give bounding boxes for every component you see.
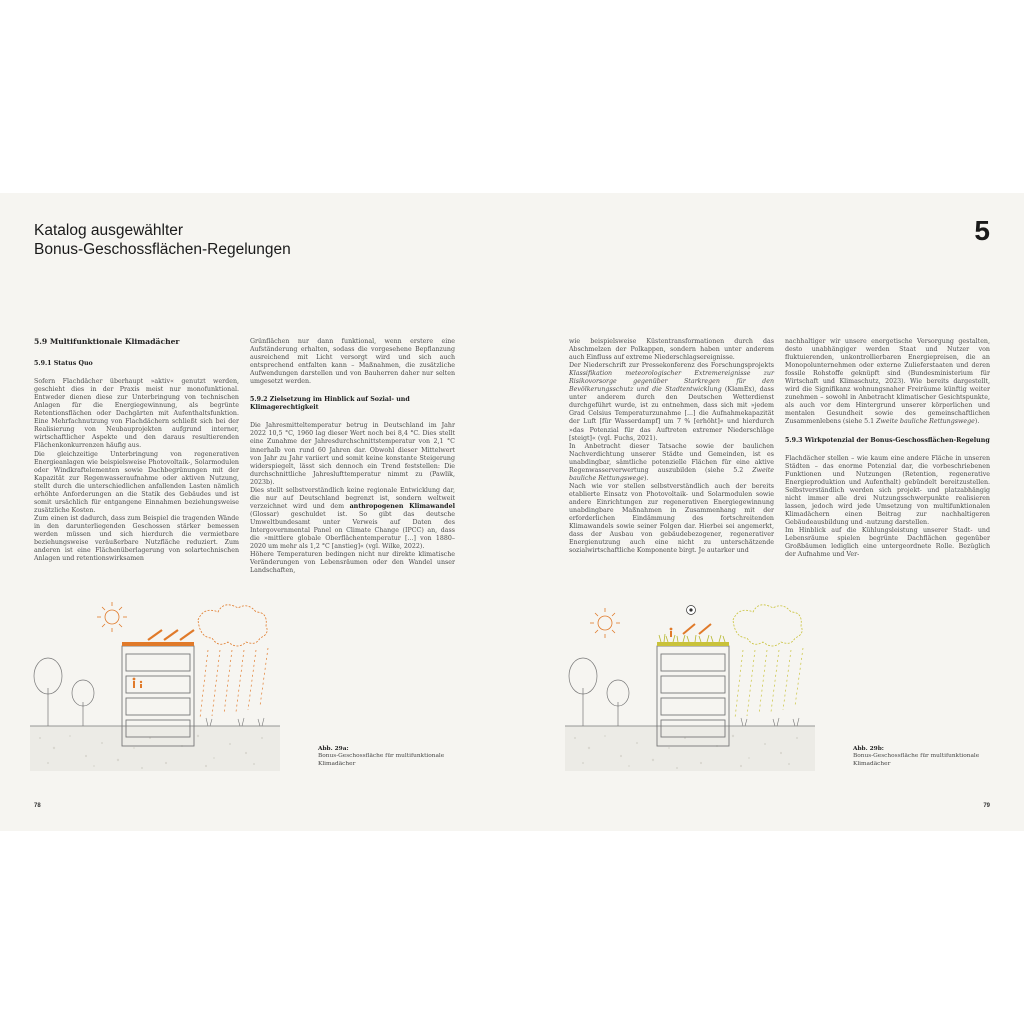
text-column-3 xyxy=(569,338,774,555)
paragraph: Grünflächen nur dann funktional, wenn erstere eine Aufständerung erhalten, sodass die vorgesehene Bepflanzung ausreichend mit Licht versorgt wird und sich auch entsprechend entfalten kann – Maßnahmen, die zusätzliche Aufwendungen darstellen und von Bauherren daher nur selten umgesetzt werden. xyxy=(250,338,455,386)
grass-icon xyxy=(741,718,799,726)
paragraph: Zum einen ist dadurch, dass zum Beispiel die tragenden Wände in den darunterliegenden Geschossen stärker bemessen werden müssen und sich hierdurch die vermietbare beziehungsweise veräußerbare Nutzfläche reduziert. Zum anderen ist eine Flächenüberlagerung von solartechnischen Anlagen und retentionswirksamen xyxy=(34,514,239,563)
text-run: ). xyxy=(643,474,649,482)
subheading-zielsetzung: 5.9.2 Zielsetzung im Hinblick auf Sozial- und Klimagerechtigkeit xyxy=(250,396,410,412)
paragraph: Die gleichzeitige Unterbringung von regenerativen Energieanlagen wie beispielsweise Photovoltaik-, Solarmodulen oder Windkraftelementen sowie Dachbegrünungen mit der Kapazität zur Regenwasseraufnahme oder aktiven Nutzung, stellt durch die unterschiedlichen anfallenden Lasten nämlich erhöhte Anforderungen an die Statik des Gebäudes und ist somit ursächlich für entgangene Einnahmen beziehungsweise zusätzliche Kosten. xyxy=(34,450,239,514)
paragraph: Die Jahresmitteltemperatur betrug in Deutschland im Jahr 2022 10,5 °C, 1960 lag dieser Wert noch bei 8,4 °C. Dies stellt eine Zunahme der Jahresdurchschnittstemperatur von 2,1 °C innerhalb von rund 60 Jahren dar. Obwohl dieser Mittelwert von Jahr zu Jahr variiert und somit keine konstante Steigerung widerspiegelt, lässt sich dennoch ein Trend feststellen: Die durchschnittliche Jahreslufttemperatur nimmt zu (Pawlik, 2023b). xyxy=(250,422,455,486)
bold-term: anthropogenen Klimawandel xyxy=(349,502,455,510)
illustration-building-multifunctional-roof xyxy=(565,598,825,773)
cloud-icon xyxy=(198,605,267,646)
text-run: ). xyxy=(974,418,980,426)
paragraph: wie beispielsweise Küstentransformationen durch das Abschmelzen der Polkappen, sondern haben unter anderem auch Einfluss auf extreme Niederschlagsereignisse. xyxy=(569,338,774,362)
figure-caption-right xyxy=(853,746,993,768)
roof-layer xyxy=(122,642,194,646)
paragraph: Sofern Flachdächer überhaupt »aktiv« genutzt werden, geschieht dies in der Praxis meist nur monofunktional. Entweder dienen diese zur Unterbringung von technischen Anlagen für die Energiegewinnung, als begrünte Retentionsflächen oder Dachgärten mit Aufenthaltsfunktion. Eine Mehrfachnutzung von Flachdächern schließt sich bei der Realisierung von Neubauprojekten aufgrund interner, wirtschaftlicher Aspekte und den daraus resultierenden Flächenkonkurrenzen häufig aus. xyxy=(34,378,239,450)
solar-panels xyxy=(683,624,711,634)
italic-term: Klassifikation meteorologischer Extremereignisse zur Risikovorsorge gegenüber Starkregen für den Bevölkerungsschutz und die Stadtentwicklung xyxy=(569,370,774,394)
subheading-wirkpotenzial: 5.9.3 Wirkpotenzial der Bonus-Geschossflächen-Regelung xyxy=(785,436,990,444)
paragraph: Im Hinblick auf die Kühlungsleistung unserer Stadt- und Lebensräume spielen begrünte Dachflächen gegenüber Großbäumen lediglich eine untergeordnete Rolle. Bezüglich der Aufnahme und Ver- xyxy=(785,526,990,559)
sun-icon xyxy=(590,608,620,638)
paragraph xyxy=(785,338,990,427)
text-run: Der Niederschrift zur Pressekonferenz des Forschungsprojekts xyxy=(569,362,774,370)
paragraph: Höhere Temperaturen bedingen nicht nur direkte klimatische Veränderungen von Lebensräumen oder den Wandel unser Landschaften, xyxy=(250,551,455,575)
paragraph xyxy=(569,362,774,442)
location-marker-icon xyxy=(687,606,696,615)
solar-panels xyxy=(148,630,194,640)
text-run: (KlamEx), dass unter anderem durch den Deutschen Wetterdienst durchgeführt wurde, ist zu entnehmen, dass sich mit »jedem Grad Celsius Temperaturzunahme [...] die Aufnahmekapazität der Luft [für Wasserdampf] um 7 % [erhöht]« und hierdurch »das Potenzial für das Auftreten extremer Niederschläge [steigt]« (vgl. Fuchs, 2021). xyxy=(569,386,774,442)
subheading-status-quo: 5.9.1 Status Quo xyxy=(34,360,93,368)
text-run: nachhaltiger wir unsere energetische Versorgung gestalten, desto unabhängiger werden Staat und Nutzer von fluktuierenden, unkontrollierbaren Energiepreisen, die an Monopolunternehmen oder externe Zulieferstaaten und deren fossile Rohstoffe geknüpft sind (Bundesministerium für Wirtschaft und Klimaschutz, 2023). Wie bereits dargestellt, wird die Signifikanz wohnungsnaher Freiräume künftig weiter zunehmen – sowohl in Anbetracht klimatischer Gesichtspunkte, als auch vor dem Hintergrund unserer körperlichen und mentalen Gesundheit sowie des gemeinschaftlichen Zusammenlebens (siehe 5.1 xyxy=(785,338,990,426)
chapter-number: 5 xyxy=(974,215,990,246)
text-column-1 xyxy=(34,338,239,563)
text-column-2 xyxy=(250,338,455,575)
rain-icon xyxy=(200,648,268,718)
ground-gravel xyxy=(565,726,815,771)
sun-icon xyxy=(97,602,127,632)
chapter-title-line-2: Bonus-Geschossflächen-Regelungen xyxy=(34,241,291,258)
figure-caption-title: Abb. 29a: xyxy=(318,746,349,752)
roof-plants xyxy=(659,634,725,642)
chapter-title-line-1: Katalog ausgewählter xyxy=(34,222,184,239)
cloud-icon xyxy=(733,605,802,646)
people-icon xyxy=(670,628,673,637)
grass-icon xyxy=(206,718,264,726)
chapter-title xyxy=(34,221,291,259)
text-run: In Anbetracht dieser Tatsache sowie der baulichen Nachverdichtung unserer Städte und Gemeinden, ist es unabdingbar, sämtliche potenzielle Flächen für eine aktive Regenwasserverwertung auszubilden (siehe 5.2 xyxy=(569,442,774,474)
figure-caption-text: Bonus-Geschossfläche für multifunktionale Klimadächer xyxy=(318,753,445,767)
tree-left xyxy=(34,658,94,726)
figure-caption-text: Bonus-Geschossfläche für multifunktionale Klimadächer xyxy=(853,753,980,767)
people-icon xyxy=(133,678,143,688)
ground-gravel xyxy=(30,726,280,771)
page-number-left: 78 xyxy=(34,803,41,809)
paragraph: Flachdächer stellen – wie kaum eine andere Fläche in unseren Städten – das enorme Potenzial dar, die vorbeschriebenen Funktionen und Nutzungen (Retention, regenerative Energieproduktion und Aufenthalt) gebündelt bereitzustellen. Selbstverständlich werden sich projekt- und platzabhängig nicht immer alle drei Nutzungsschwerpunkte realisieren lassen, jedoch wird jede Umsetzung von multifunktionalen Klimadächern einen Beitrag zur nachhaltigeren Gebäudeausbildung und -nutzung darstellen. xyxy=(785,454,990,526)
tree-left xyxy=(569,658,629,726)
figure-caption-title: Abb. 29b: xyxy=(853,746,884,752)
paragraph xyxy=(569,443,774,483)
paragraph xyxy=(250,487,455,551)
page-number-right: 79 xyxy=(983,803,990,809)
text-run: (Glossar) geschuldet ist. So gibt das deutsche Umweltbundesamt unter Verweis auf Daten des Intergovernmental Panel on Climate Change (IPCC) an, dass die »mittlere globale Oberflächentemperatur [...] von 1880–2020 um mehr als 1,2 °C [anstieg]« (vgl. Wilke, 2022). xyxy=(250,510,455,551)
text-run: Dies stellt selbstverständlich keine regionale Entwicklung dar, die nur auf Deutschland begrenzt ist, sondern weltweit verzeichnet wird und dem xyxy=(250,486,455,510)
italic-term: Zweite bauliche Rettungswege xyxy=(876,418,975,426)
section-heading: 5.9 Multifunktionale Klimadächer xyxy=(34,337,180,346)
green-roof-layer xyxy=(657,642,729,646)
paragraph: Nach wie vor stellen selbstverständlich auch der bereits etablierte Einsatz von Photovoltaik- und Solarmodulen sowie andere Einrichtungen zur regenerativen Energiegewinnung unabdingbare Maßnahmen in Zusammenhang mit der erforderlichen Eindämmung des fortschreitenden Klimawandels sowie seiner Folgen dar. Hierbei sei angemerkt, dass der Ausbau von gebäudebezogener, regenerativer Energienutzung auch eine nicht zu unterschätzende sozialwirtschaftliche Komponente birgt. Je autarker und xyxy=(569,482,774,555)
text-column-4 xyxy=(785,338,990,559)
rain-icon xyxy=(735,648,803,718)
illustration-building-solar xyxy=(30,598,290,773)
book-spread xyxy=(0,193,1024,831)
figure-caption-left xyxy=(318,746,458,768)
italic-term: Zweite bauliche Rettungswege xyxy=(569,466,774,482)
